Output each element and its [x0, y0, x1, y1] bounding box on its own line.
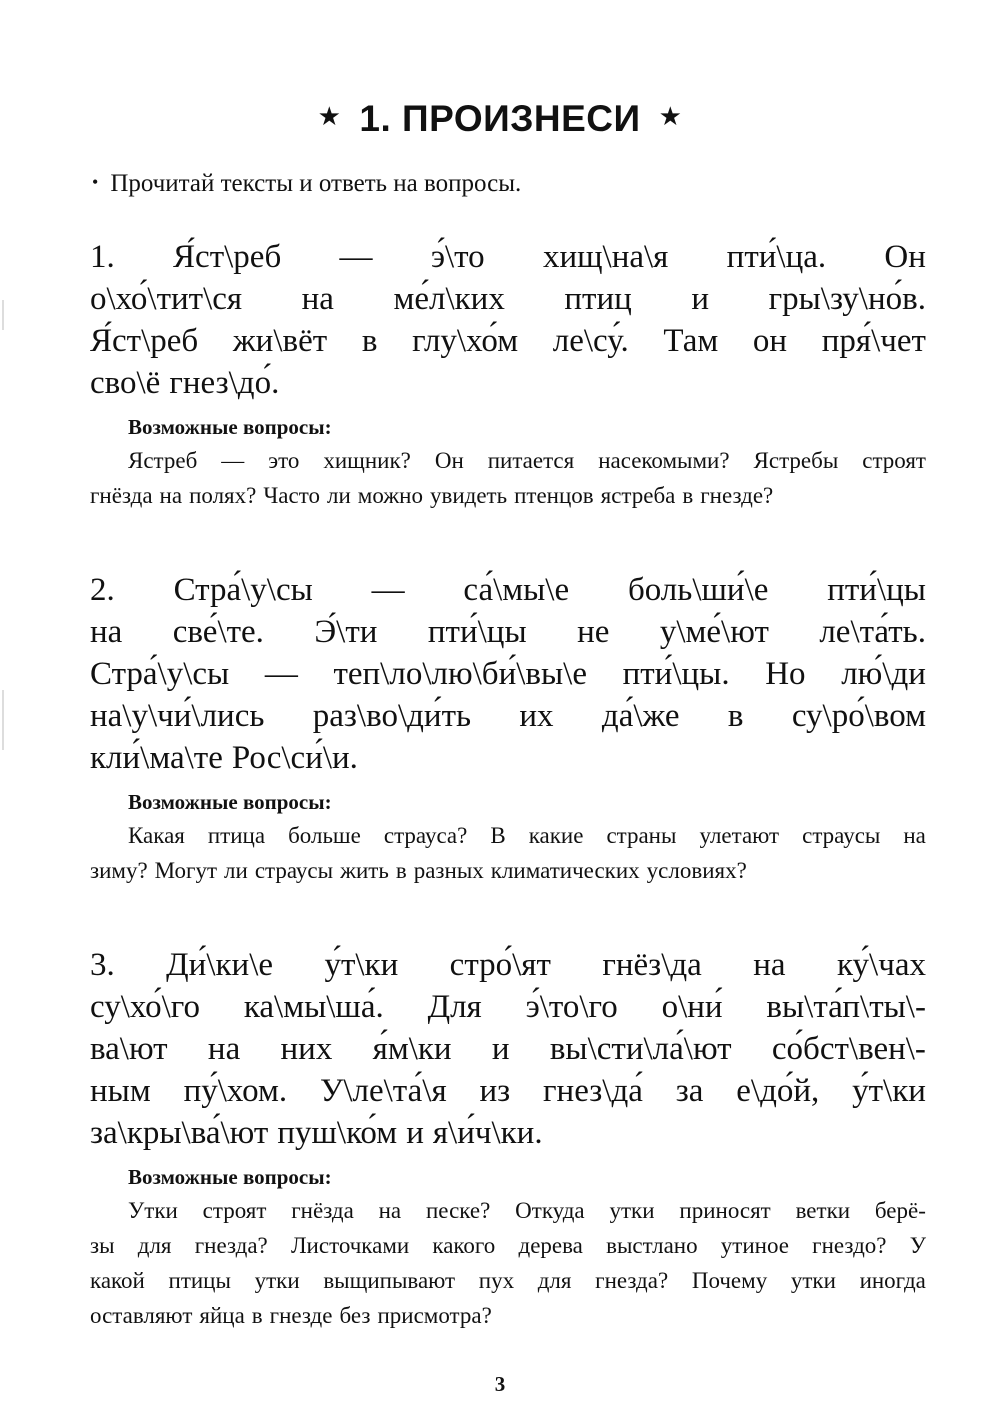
- word: гры\зу\но́в.: [768, 281, 926, 317]
- word: птицы: [168, 1268, 231, 1293]
- word: гнезда?: [194, 1233, 268, 1258]
- word: глу\хо́м: [412, 323, 519, 359]
- word: для: [137, 1233, 172, 1258]
- text-line: [90, 737, 926, 779]
- scan-edge-mark: [2, 690, 4, 750]
- text-3: [90, 944, 926, 1154]
- word: на: [378, 1198, 402, 1223]
- word: в: [361, 323, 378, 359]
- text-line: [90, 695, 926, 737]
- word: у\ме́\ют: [659, 614, 769, 650]
- word: какого: [432, 1233, 496, 1258]
- word: ястреба: [600, 483, 676, 508]
- word: све́\те.: [172, 614, 264, 650]
- word: птенцов: [514, 483, 594, 508]
- word: су\ро́\вом: [791, 698, 926, 734]
- word: да́\же: [601, 698, 680, 734]
- word: я́м\ки: [372, 1031, 452, 1067]
- word: вы\та́п\ты\-: [766, 989, 926, 1025]
- word: на: [207, 1031, 241, 1067]
- question-line: [128, 823, 926, 849]
- word: Я́ст\реб: [173, 239, 282, 275]
- word: Могут: [154, 858, 218, 883]
- word: ли: [326, 483, 351, 508]
- word: —: [339, 239, 373, 275]
- word: из: [479, 1073, 511, 1109]
- question-line: [90, 858, 926, 884]
- word: у́т\ки: [324, 947, 399, 983]
- word: пти́\цы: [427, 614, 527, 650]
- question-line: [128, 448, 926, 474]
- word: ва\ют: [90, 1031, 168, 1067]
- word: Стра́\у\сы: [90, 656, 230, 692]
- word: страны: [606, 823, 677, 848]
- word: присмотра?: [377, 1303, 492, 1328]
- word: полях?: [189, 483, 257, 508]
- page-title: [0, 98, 1000, 140]
- word: пуш\ко́м: [277, 1115, 398, 1151]
- questions-heading: Возможные вопросы:: [128, 1165, 332, 1189]
- word: теп\ло\лю\би́\вы\е: [333, 656, 587, 692]
- word: за\кры\ва́\ют: [90, 1115, 269, 1151]
- word: ным: [90, 1073, 151, 1109]
- word: птиц: [564, 281, 632, 317]
- word: утки: [609, 1198, 655, 1223]
- word: на: [903, 823, 926, 848]
- word: гнезда?: [595, 1268, 669, 1293]
- word: гнёзда: [90, 483, 153, 508]
- word: сво\ё: [90, 365, 161, 401]
- word: пу́\хом.: [183, 1073, 288, 1109]
- word: Ястреб: [128, 448, 198, 473]
- word: Для: [427, 989, 482, 1025]
- text-line: [90, 653, 926, 695]
- word: Там: [663, 323, 719, 359]
- word: в: [682, 483, 694, 508]
- word: берё-: [874, 1198, 926, 1223]
- text-line: [90, 1070, 926, 1112]
- word: без: [339, 1303, 371, 1328]
- word: это: [268, 448, 300, 473]
- word: насекомыми?: [598, 448, 730, 473]
- word: разных: [413, 858, 484, 883]
- word: гнёзда: [291, 1198, 354, 1223]
- word: птица: [207, 823, 266, 848]
- text-line: [90, 236, 926, 278]
- question-line: [90, 483, 926, 509]
- text-line: [90, 944, 926, 986]
- word: ле\су́.: [552, 323, 629, 359]
- word: их: [519, 698, 554, 734]
- word: увидеть: [429, 483, 508, 508]
- word: Стра́\у\сы: [173, 572, 313, 608]
- word: пти́\цы: [827, 572, 926, 608]
- word: пух: [478, 1268, 515, 1293]
- word: ли: [224, 858, 248, 883]
- word: строят: [862, 448, 926, 473]
- word: боль\ши́\е: [627, 572, 769, 608]
- question-line: [90, 1303, 926, 1329]
- word: яйца: [199, 1303, 245, 1328]
- word: У\ле\та́\я: [319, 1073, 447, 1109]
- text-2: [90, 569, 926, 779]
- word: зиму?: [90, 858, 148, 883]
- word: са́\мы\е: [463, 572, 570, 608]
- word: утки: [790, 1268, 836, 1293]
- text-1: [90, 236, 926, 404]
- word: и: [406, 1115, 424, 1151]
- word: Листочками: [290, 1233, 410, 1258]
- word: них: [280, 1031, 333, 1067]
- word: оставляют: [90, 1303, 193, 1328]
- instruction-text: Прочитай тексты и ответь на вопросы.: [110, 170, 522, 197]
- word: Но: [765, 656, 806, 692]
- word: ле\та́ть.: [819, 614, 926, 650]
- word: 2.: [90, 572, 115, 608]
- word: —: [264, 656, 298, 692]
- word: в: [251, 1303, 263, 1328]
- word: и: [491, 1031, 510, 1067]
- word: вы\сти\ла́\ют: [549, 1031, 732, 1067]
- word: какой: [90, 1268, 145, 1293]
- word: ка\мы\ша́.: [243, 989, 384, 1025]
- word: кли́\ма\те: [90, 740, 223, 776]
- word: можно: [357, 483, 423, 508]
- word: условиях?: [646, 858, 747, 883]
- word: пря́\чет: [821, 323, 926, 359]
- word: выщипывают: [323, 1268, 456, 1293]
- word: и: [691, 281, 710, 317]
- word: ме́л\ких: [393, 281, 505, 317]
- word: он: [752, 323, 788, 359]
- word: Рос\си́\и.: [231, 740, 358, 776]
- text-line: [90, 1028, 926, 1070]
- page-number: 3: [494, 1372, 506, 1396]
- word: хищ\на\я: [542, 239, 669, 275]
- word: В: [490, 823, 506, 848]
- word: на: [301, 281, 334, 317]
- word: на\у\чи́\лись: [90, 698, 265, 734]
- bullet-icon: •: [92, 172, 99, 192]
- word: Откуда: [515, 1198, 585, 1223]
- word: Я́ст\реб: [90, 323, 199, 359]
- word: Утки: [128, 1198, 178, 1223]
- word: Ди́\ки\е: [166, 947, 274, 983]
- instruction: [92, 170, 521, 198]
- word: о\хо́\тит\ся: [90, 281, 243, 317]
- word: су\хо́\го: [90, 989, 201, 1025]
- word: на: [90, 614, 123, 650]
- word: гнез\да́: [543, 1073, 643, 1109]
- word: гнездо?: [812, 1233, 887, 1258]
- questions-heading: Возможные вопросы:: [128, 415, 332, 439]
- text-line: [90, 611, 926, 653]
- word: Он: [884, 239, 926, 275]
- question-line: [90, 1268, 926, 1294]
- word: о\ни́: [661, 989, 723, 1025]
- text-line: [90, 1112, 926, 1154]
- word: —: [371, 572, 405, 608]
- word: больше: [288, 823, 361, 848]
- word: страусы: [802, 823, 881, 848]
- word: приносят: [679, 1198, 771, 1223]
- word: страусы: [254, 858, 334, 883]
- word: утки: [254, 1268, 300, 1293]
- question-line: [128, 1198, 926, 1224]
- word: строят: [202, 1198, 267, 1223]
- text-line: [90, 569, 926, 611]
- word: лю́\ди: [841, 656, 926, 692]
- word: какие: [528, 823, 584, 848]
- star-icon: ★: [658, 101, 683, 131]
- word: зы: [90, 1233, 115, 1258]
- word: гнез\до́.: [169, 365, 280, 401]
- word: раз\во\ди́ть: [312, 698, 472, 734]
- question-line: [90, 1233, 926, 1259]
- word: пти́\цы.: [622, 656, 730, 692]
- word: 1.: [90, 239, 115, 275]
- word: жи\вёт: [232, 323, 328, 359]
- word: выстлано: [606, 1233, 698, 1258]
- word: утиное: [720, 1233, 789, 1258]
- text-line: [90, 362, 926, 404]
- word: Э́\ти: [314, 614, 378, 650]
- word: гнёз\да: [602, 947, 702, 983]
- word: иногда: [859, 1268, 926, 1293]
- word: не: [577, 614, 610, 650]
- text-line: [90, 278, 926, 320]
- title-text: 1. ПРОИЗНЕСИ: [359, 98, 641, 139]
- word: э́\то\го: [525, 989, 618, 1025]
- word: ку́\чах: [836, 947, 926, 983]
- word: в: [395, 858, 407, 883]
- word: климатических: [490, 858, 640, 883]
- word: на: [159, 483, 183, 508]
- text-line: [90, 320, 926, 362]
- star-icon: ★: [317, 101, 342, 131]
- word: для: [537, 1268, 572, 1293]
- word: стро́\ят: [449, 947, 551, 983]
- word: у́т\ки: [852, 1073, 926, 1109]
- scan-edge-mark: [2, 300, 4, 330]
- word: Почему: [691, 1268, 768, 1293]
- word: на: [753, 947, 786, 983]
- word: У: [909, 1233, 926, 1258]
- word: жить: [340, 858, 389, 883]
- word: —: [221, 448, 245, 473]
- word: пти́\ца.: [726, 239, 827, 275]
- word: Ястребы: [753, 448, 839, 473]
- word: дерева: [518, 1233, 583, 1258]
- text-line: [90, 986, 926, 1028]
- word: за: [675, 1073, 704, 1109]
- word: ветки: [795, 1198, 851, 1223]
- word: в: [727, 698, 744, 734]
- word: Часто: [263, 483, 320, 508]
- questions-heading: Возможные вопросы:: [128, 790, 332, 814]
- word: питается: [487, 448, 575, 473]
- word: страуса?: [383, 823, 468, 848]
- word: гнезде?: [700, 483, 774, 508]
- word: я\и́ч\ки.: [432, 1115, 543, 1151]
- word: Он: [434, 448, 464, 473]
- word: 3.: [90, 947, 115, 983]
- word: гнезде: [269, 1303, 333, 1328]
- word: песке?: [426, 1198, 491, 1223]
- word: Какая: [128, 823, 185, 848]
- word: э́\то: [430, 239, 485, 275]
- word: е\до́й,: [736, 1073, 820, 1109]
- word: со́бст\вен\-: [771, 1031, 926, 1067]
- word: хищник?: [323, 448, 411, 473]
- word: улетают: [699, 823, 780, 848]
